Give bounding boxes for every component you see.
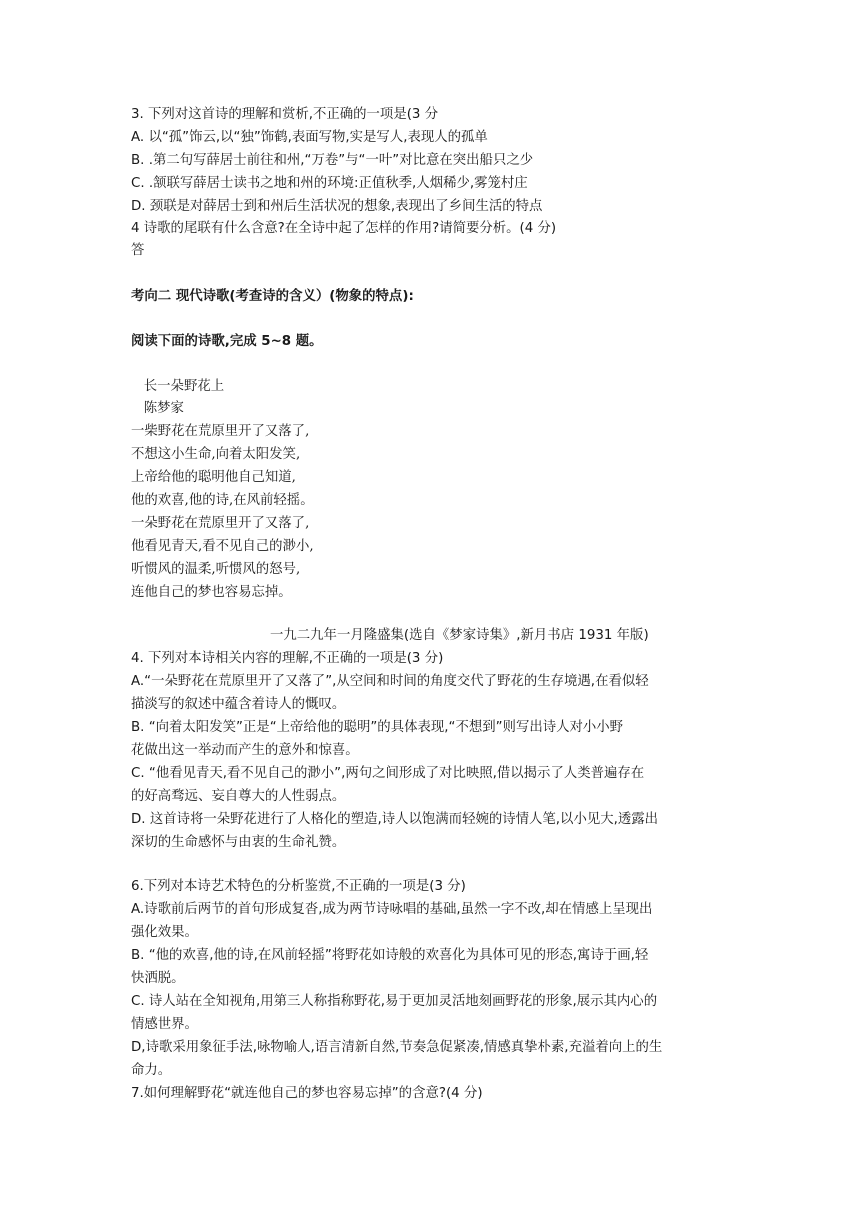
q6-stem: 6.下列对本诗艺术特色的分析鉴赏,不正确的一项是(3 分) — [131, 879, 466, 894]
q6-line: 强化效果。 — [131, 925, 198, 940]
q4-stem: 4 诗歌的尾联有什么含意?在全诗中起了怎样的作用?请简要分析。(4 分) — [131, 221, 557, 236]
instruction: 阅读下面的诗歌,完成 5~8 题。 — [131, 334, 323, 349]
poem-line: 一朵野花在荒原里开了又落了, — [131, 516, 310, 531]
poem-author: 陈梦家 — [131, 401, 184, 416]
q6-line: B. “他的欢喜,他的诗,在风前轻摇”将野花如诗般的欢喜化为具体可见的形态,寓诗于画,轻 — [131, 948, 649, 963]
poem-source: 一九二九年一月隆盛集(选自《梦家诗集》,新月书店 1931 年版) — [270, 628, 649, 643]
q4b-line: 描淡写的叙述中蕴含着诗人的慨叹。 — [131, 697, 346, 712]
q6-line: C. 诗人站在全知视角,用第三人称指称野花,易于更加灵活地刻画野花的形象,展示其内心的 — [131, 994, 658, 1009]
q4b-line: 花做出这一举动而产生的意外和惊喜。 — [131, 743, 359, 758]
q3-option-c: C. .颔联写薛居士读书之地和州的环境:正值秋季,人烟稀少,雾笼村庄 — [131, 176, 528, 191]
q6-line: 快洒脱。 — [131, 971, 185, 986]
answer-label: 答 — [131, 243, 145, 258]
q6-line: D,诗歌采用象征手法,咏物喻人,语言清新自然,节奏急促紧凑,情感真挚朴素,充溢着向上的生 — [131, 1040, 663, 1055]
poem-line: 上帝给他的聪明他自己知道, — [131, 470, 296, 485]
q4b-line: D. 这首诗将一朵野花进行了人格化的塑造,诗人以饱满而轻婉的诗情人笔,以小见大,透露出 — [131, 812, 659, 827]
q6-line: 命力。 — [131, 1063, 172, 1078]
q3-stem: 3. 下列对这首诗的理解和赏析,不正确的一项是(3 分 — [131, 107, 439, 122]
poem-line: 他的欢喜,他的诗,在风前轻摇。 — [131, 493, 314, 508]
q4b-line: 深切的生命感怀与由衷的生命礼赞。 — [131, 835, 346, 850]
q3-option-b: B. .第二句写薛居士前往和州,“万卷”与“一叶”对比意在突出船只之少 — [131, 153, 534, 168]
poem-line: 他看见青天,看不见自己的渺小, — [131, 539, 314, 554]
poem-line: 一柴野花在荒原里开了又落了, — [131, 424, 310, 439]
q4b-line: B. “向着太阳发笑”正是“上帝给他的聪明”的具体表现,“不想到”则写出诗人对小小野 — [131, 720, 624, 735]
poem-title: 长一朵野花上 — [131, 379, 225, 394]
poem-line: 听惯风的温柔,听惯风的怒号, — [131, 562, 301, 577]
q4b-stem: 4. 下列对本诗相关内容的理解,不正确的一项是(3 分) — [131, 651, 444, 666]
poem-line: 连他自己的梦也容易忘掉。 — [131, 585, 292, 600]
q3-option-d: D. 颈联是对薛居士到和州后生活状况的想象,表现出了乡间生活的特点 — [131, 199, 543, 214]
q6-line: A.诗歌前后两节的首句形成复沓,成为两节诗咏唱的基础,虽然一字不改,却在情感上呈现出 — [131, 902, 653, 917]
q3-option-a: A. 以“孤”饰云,以“独”饰鹤,表面写物,实是写人,表现人的孤单 — [131, 130, 488, 145]
q4b-line: A.“一朵野花在荒原里开了又落了”,从空间和时间的角度交代了野花的生存境遇,在看似轻 — [131, 674, 649, 689]
section-heading: 考向二 现代诗歌(考查诗的含义）(物象的特点): — [131, 289, 414, 304]
q4b-line: 的好高骛远、妄自尊大的人性弱点。 — [131, 789, 346, 804]
q4b-line: C. “他看见青天,看不见自己的渺小”,两句之间形成了对比映照,借以揭示了人类普遍存在 — [131, 766, 645, 781]
poem-line: 不想这小生命,向着太阳发笑, — [131, 447, 301, 462]
q6-line: 情感世界。 — [131, 1017, 198, 1032]
q7-stem: 7.如何理解野花“就连他自己的梦也容易忘掉”的含意?(4 分) — [131, 1086, 483, 1101]
